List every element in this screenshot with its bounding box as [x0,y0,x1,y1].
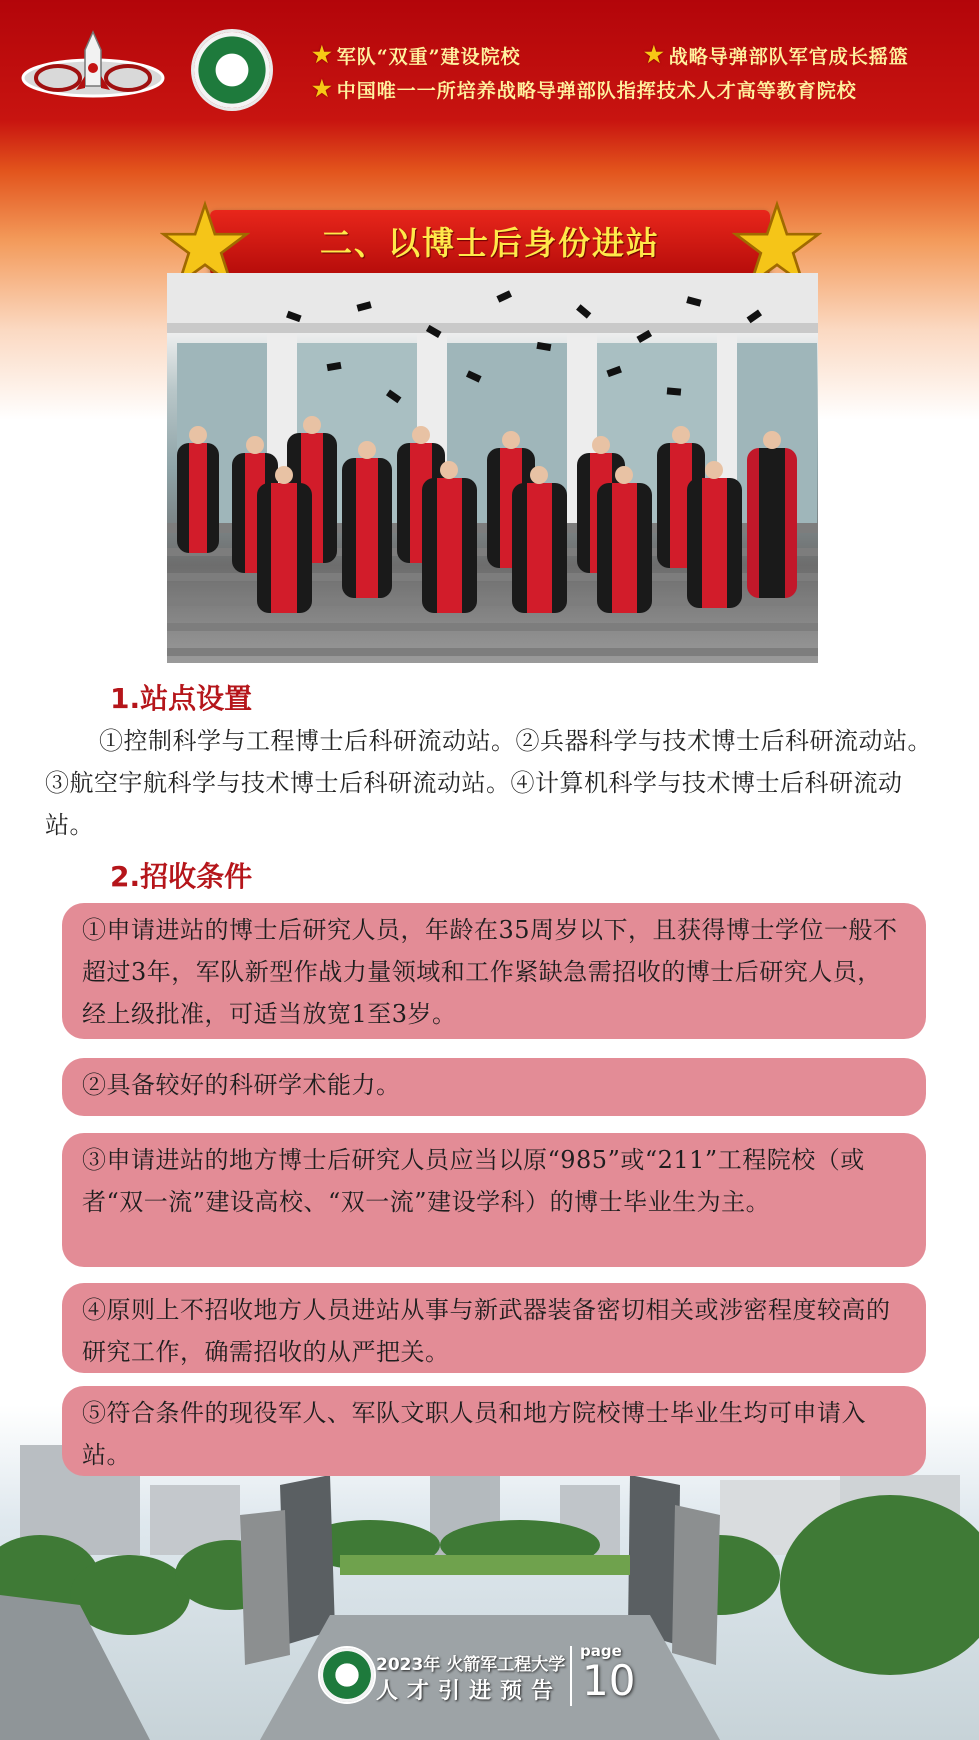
section-paragraph: ①控制科学与工程博士后科研流动站。②兵器科学与技术博士后科研流动站。③航空宇航科学与技术博士后科研流动站。④计算机科学与技术博士后科研流动站。 [45,727,932,839]
footer [314,1640,654,1710]
slogan-list [312,38,962,106]
condition-box [62,1058,926,1116]
header [0,0,979,130]
section-heading: 2.招收条件 [110,860,253,893]
rocket-emblem-icon [18,28,168,108]
graduation-photo [167,273,818,663]
footer-subtitle: 人才引进预告 [376,1679,563,1704]
footer-divider [570,1646,572,1706]
condition-box [62,1283,926,1373]
condition-box [62,903,926,1039]
star-icon: ★ [312,42,333,68]
condition-text: ③申请进站的地方博士后研究人员应当以原“985”或“211”工程院校（或者“双一流”建设高校、“双一流”建设学科）的博士毕业生为主。 [82,1146,865,1216]
section-heading: 1.站点设置 [110,682,253,715]
university-seal-icon [194,32,270,108]
condition-box [62,1133,926,1267]
footer-title: 2023年 火箭军工程大学 [376,1655,566,1675]
slogan-text: 中国唯一一所培养战略导弹部队指挥技术人才高等教育院校 [336,79,857,102]
star-icon: ★ [312,76,333,102]
condition-text: ①申请进站的博士后研究人员，年龄在35周岁以下，且获得博士学位一般不超过3年，军队新型作战力量领域和工作紧缺急需招收的博士后研究人员，经上级批准，可适当放宽1至3岁。 [82,916,898,1028]
slogan-item [312,42,644,69]
condition-text: ②具备较好的科研学术能力。 [82,1071,401,1099]
page-label: page [580,1642,622,1660]
page-number: 10 [582,1656,636,1705]
condition-text: ④原则上不招收地方人员进站从事与新武器装备密切相关或涉密程度较高的研究工作，确需招收的从严把关。 [82,1296,891,1366]
slogan-text: 军队“双重”建设院校 [336,45,521,68]
condition-text: ⑤符合条件的现役军人、军队文职人员和地方院校博士毕业生均可申请入站。 [82,1399,866,1469]
university-seal-icon [320,1648,374,1702]
star-icon: ★ [644,42,665,68]
slogan-item [644,42,909,69]
slogan-item [312,76,857,103]
section-title: 二、以博士后身份进站 [319,224,660,262]
section-title-banner [210,210,770,276]
condition-box [62,1386,926,1476]
slogan-text: 战略导弹部队军官成长摇篮 [668,45,909,68]
